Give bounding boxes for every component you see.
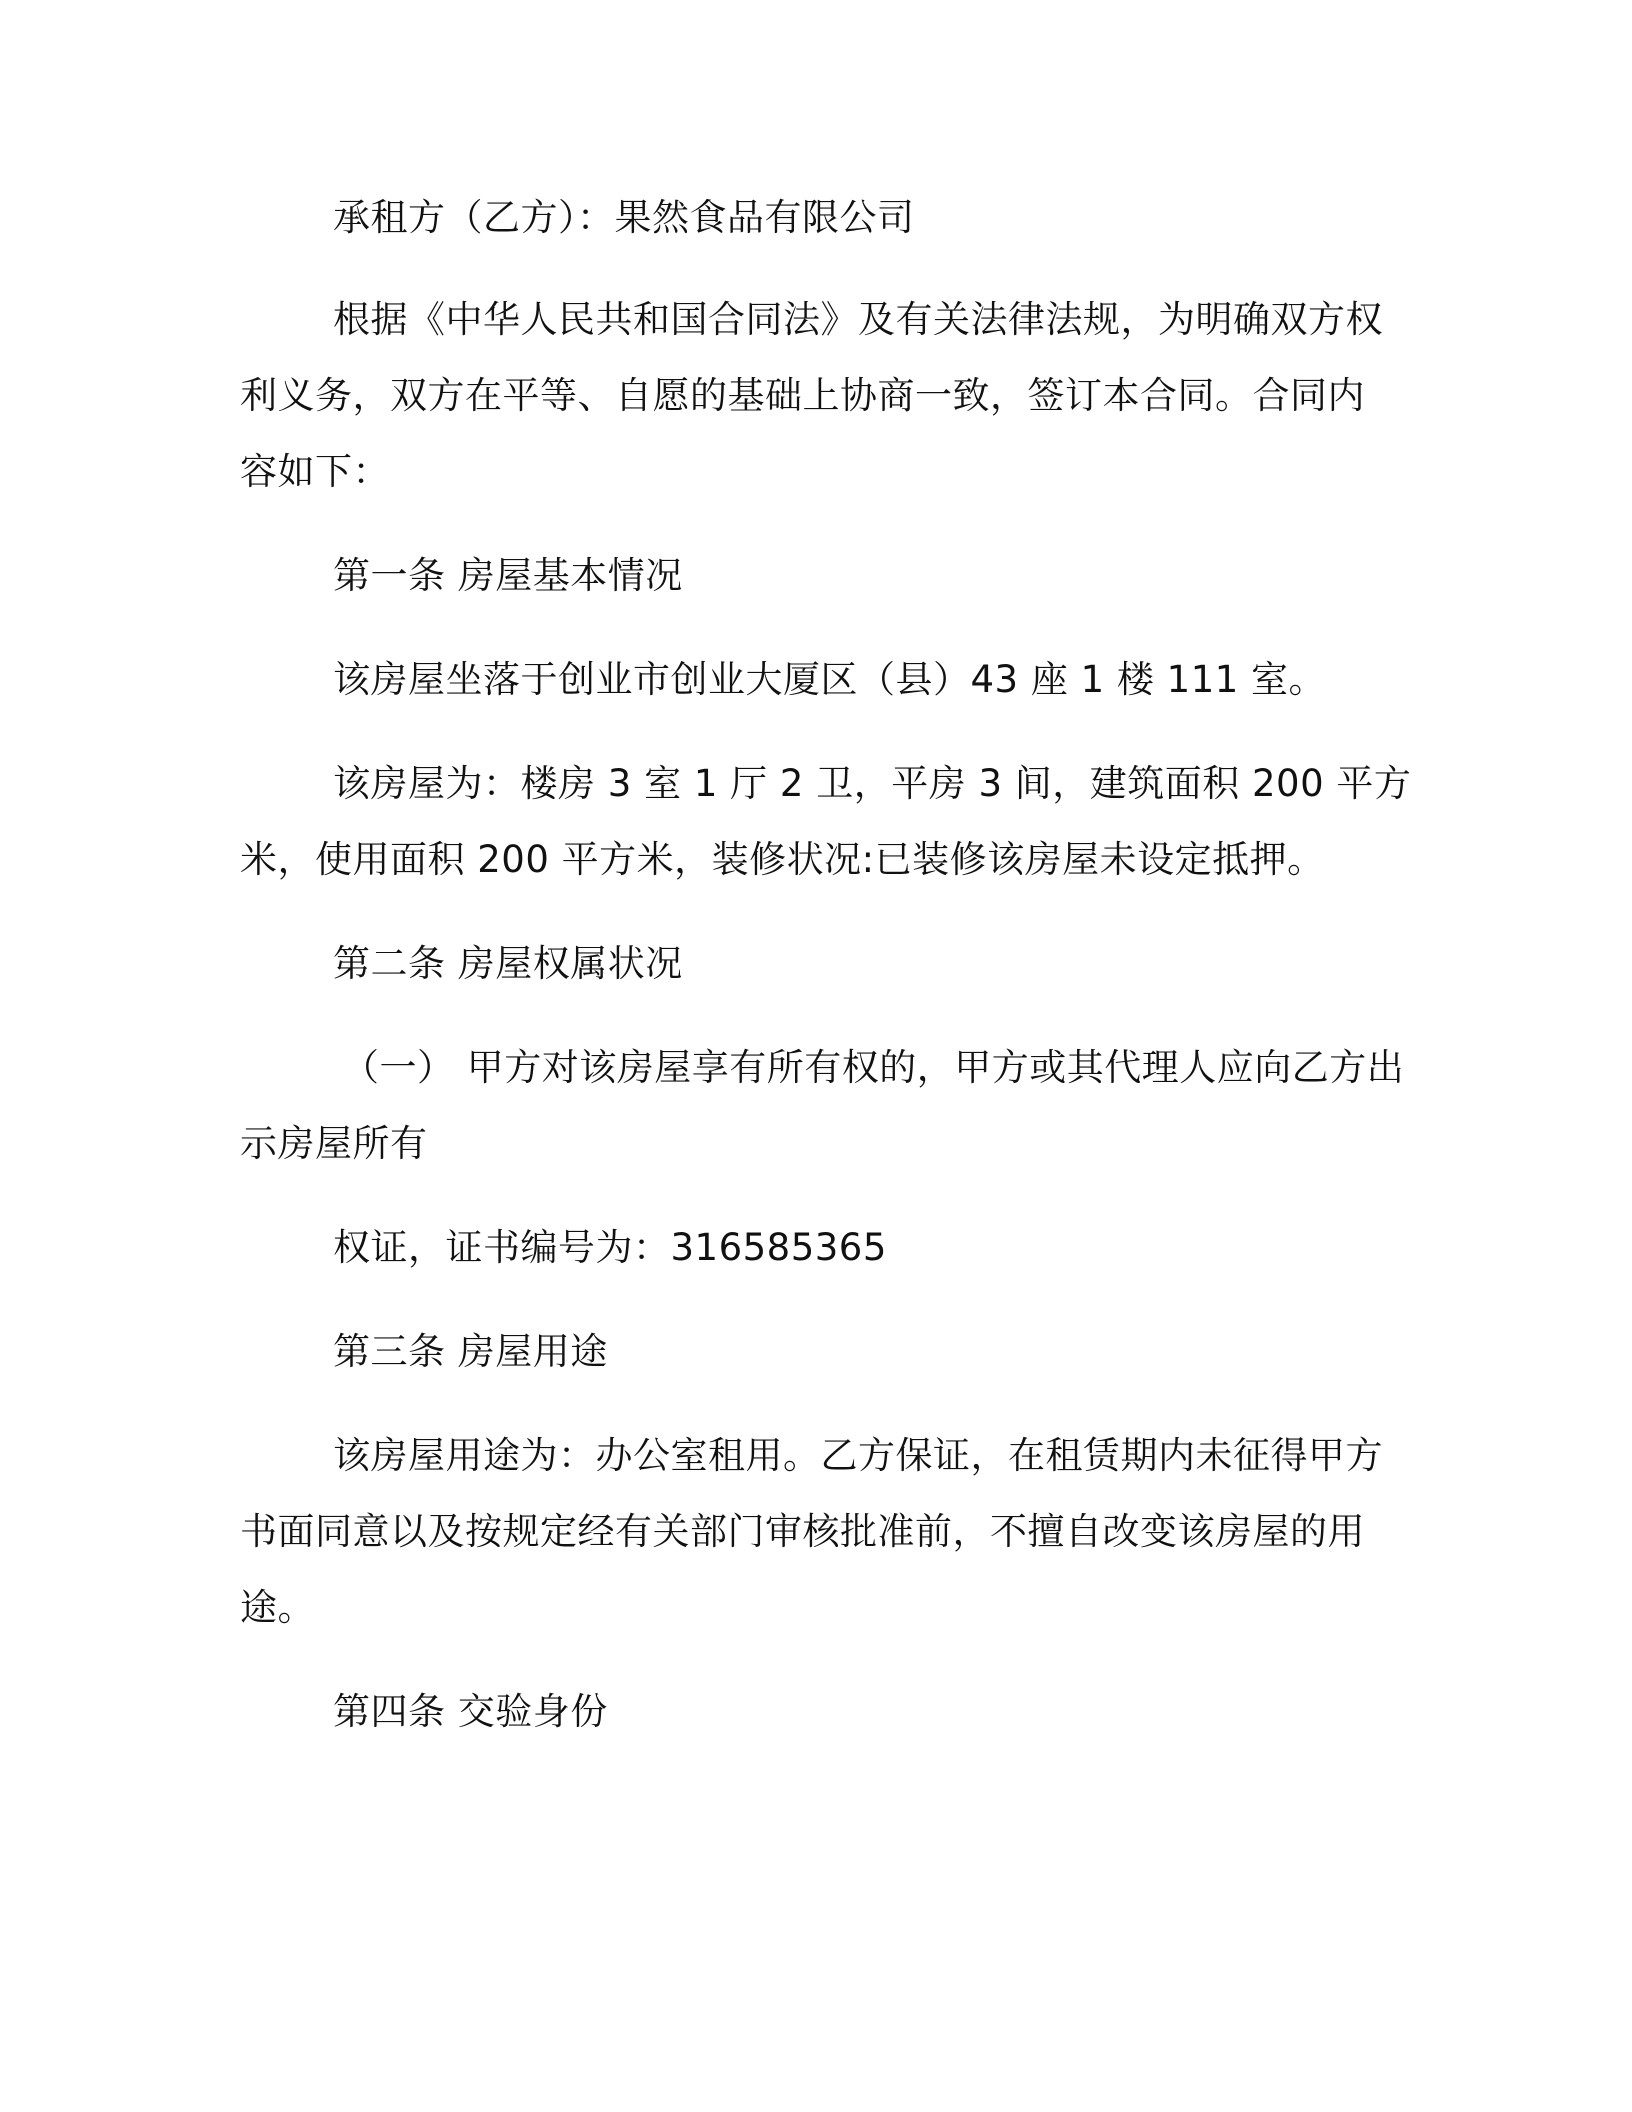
article-4-heading: 第四条 交验身份 bbox=[333, 1690, 608, 1733]
article-2-item-1-line-2: 示房屋所有 bbox=[240, 1122, 428, 1165]
article-2-heading: 第二条 房屋权属状况 bbox=[333, 942, 683, 985]
lessee-line: 承租方（乙方）：果然食品有限公司 bbox=[333, 196, 915, 239]
article-1-detail-line-1: 该房屋为：楼房 3 室 1 厅 2 卫，平房 3 间，建筑面积 200 平方 bbox=[333, 762, 1412, 805]
article-3-line-3: 途。 bbox=[240, 1586, 315, 1629]
article-1-detail-line-2: 米，使用面积 200 平方米，装修状况:已装修该房屋未设定抵押。 bbox=[240, 838, 1325, 881]
article-3-line-1: 该房屋用途为：办公室租用。乙方保证，在租赁期内未征得甲方 bbox=[333, 1434, 1383, 1477]
preamble-line-3: 容如下： bbox=[240, 450, 390, 493]
article-1-location: 该房屋坐落于创业市创业大厦区（县）43 座 1 楼 111 室。 bbox=[333, 658, 1327, 701]
preamble-line-1: 根据《中华人民共和国合同法》及有关法律法规，为明确双方权 bbox=[333, 298, 1383, 341]
preamble-line-2: 利义务，双方在平等、自愿的基础上协商一致，签订本合同。合同内 bbox=[240, 374, 1365, 417]
article-3-heading: 第三条 房屋用途 bbox=[333, 1330, 608, 1373]
article-1-heading: 第一条 房屋基本情况 bbox=[333, 554, 683, 597]
article-3-line-2: 书面同意以及按规定经有关部门审核批准前，不擅自改变该房屋的用 bbox=[240, 1510, 1365, 1553]
article-2-certificate: 权证，证书编号为：316585365 bbox=[333, 1226, 887, 1269]
article-2-item-1-line-1: （一） 甲方对该房屋享有所有权的，甲方或其代理人应向乙方出 bbox=[342, 1046, 1405, 1089]
